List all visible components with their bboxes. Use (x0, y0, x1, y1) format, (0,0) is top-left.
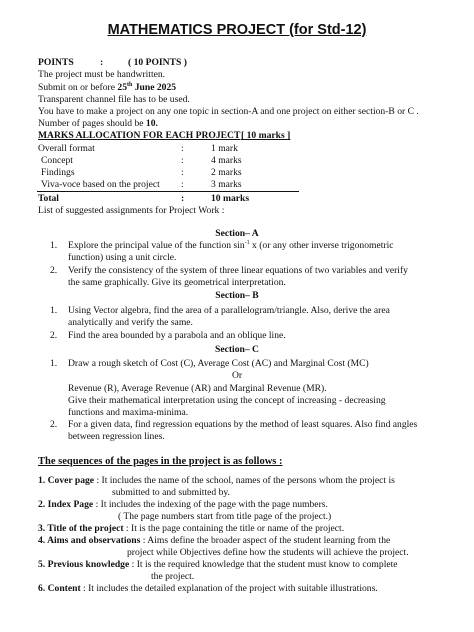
marks-row-item: Viva-voce based on the project (41, 179, 160, 190)
list-number: 1. (50, 240, 58, 251)
sequence-item-text: : It includes the name of the school, names of the persons whom the project is (94, 475, 395, 486)
marks-row-value: 3 marks (211, 179, 242, 190)
instruction-pages (38, 118, 158, 129)
marks-row-colon: : (181, 155, 184, 166)
list-number: 2. (50, 265, 58, 276)
marks-total-colon: : (181, 193, 185, 204)
list-number: 1. (50, 358, 58, 369)
list-item-text: Revenue (R), Average Revenue (AR) and Marginal Revenue (MR). (68, 383, 327, 394)
instruction-handwritten: The project must be handwritten. (38, 69, 166, 80)
assignments-intro: List of suggested assignments for Project Work : (38, 205, 225, 216)
superscript: -1 (244, 239, 250, 246)
list-item-text: Draw a rough sketch of Cost (C), Average Cost (AC) and Marginal Cost (MC) (68, 358, 369, 369)
or-separator: Or (231, 370, 243, 381)
sequence-item-text: : It includes the indexing of the page with the page numbers. (93, 499, 328, 510)
submit-prefix: Submit on or before (38, 82, 118, 93)
points-label: POINTS (38, 57, 74, 68)
marks-total-item: Total (38, 193, 59, 204)
list-item-text: Give their mathematical interpretation using the concept of increasing - decreasing (68, 395, 386, 406)
list-item-text (68, 240, 394, 251)
instruction-choice: You have to make a project on any one topic in section-A and one project on either section-B or C . (38, 106, 419, 117)
list-number: 2. (50, 419, 58, 430)
list-item-text: functions and maxima-minima. (68, 407, 189, 418)
sequence-item (38, 535, 390, 546)
marks-row-colon: : (181, 143, 184, 154)
sequence-item-label: 1. Cover page (38, 475, 95, 486)
sequence-item (38, 475, 395, 486)
section-c-heading: Section– C (215, 344, 259, 355)
instruction-submit (38, 82, 176, 93)
points-value: ( 10 POINTS ) (128, 57, 187, 68)
marks-heading: MARKS ALLOCATION FOR EACH PROJECT (38, 130, 241, 141)
sequence-item (38, 523, 344, 534)
sequence-item-label: 6. Content (38, 583, 81, 594)
list-item-text: function) using a unit circle. (68, 252, 177, 263)
instruction-channel-file: Transparent channel file has to be used. (38, 94, 190, 105)
marks-row-item: Concept (41, 155, 73, 166)
page-title: MATHEMATICS PROJECT (for Std-12) (107, 22, 367, 38)
list-item-text-part: Explore the principal value of the function sin (68, 240, 245, 251)
marks-row-colon: : (181, 167, 184, 178)
total-divider (37, 191, 299, 192)
submit-sup: th (127, 81, 133, 88)
list-number: 1. (50, 305, 58, 316)
marks-heading-total: [ 10 marks ] (241, 130, 291, 141)
list-item-text: between regression lines. (68, 431, 165, 442)
sequence-item-label: 5. Previous knowledge (38, 559, 130, 570)
marks-row-item: Overall format (38, 143, 95, 154)
sequence-item-text: : Aims define the broader aspect of the student learning from the (140, 535, 391, 546)
submit-day: 25 (117, 82, 127, 93)
marks-row-value: 2 marks (211, 167, 242, 178)
list-item-text: Using Vector algebra, find the area of a parallelogram/triangle. Also, derive the area (68, 305, 390, 316)
sequence-item (38, 559, 398, 570)
submit-month: June 2025 (132, 82, 177, 93)
marks-row-value: 1 mark (211, 143, 238, 154)
sequence-item-cont: ( The page numbers start from title page of the project.) (118, 511, 332, 522)
list-number: 2. (50, 330, 58, 341)
marks-row-item: Findings (41, 167, 75, 178)
marks-row-value: 4 marks (211, 155, 242, 166)
section-b-heading: Section– B (215, 290, 259, 301)
list-item-text: the same graphically. Give its geometrical interpretation. (68, 277, 286, 288)
sequence-item-cont: submitted to and submitted by. (112, 487, 230, 498)
list-item-text-part: x (or any other inverse trigonometric (249, 240, 394, 251)
sequence-item-label: 3. Title of the project (38, 523, 124, 534)
list-item-text: analytically and verify the same. (68, 317, 193, 328)
sequence-heading: The sequences of the pages in the project is as follows : (38, 456, 283, 467)
sequence-item-text: : It is the required knowledge that the student must know to complete (129, 559, 398, 570)
section-a-heading: Section– A (215, 228, 259, 239)
sequence-item-label: 2. Index Page (38, 499, 94, 510)
sequence-item (38, 499, 328, 510)
sequence-item-cont: the project. (151, 571, 195, 582)
list-item-text: For a given data, find regression equations by the method of least squares. Also find angles (68, 419, 418, 430)
sequence-item-cont: project while Objectives define how the students will achieve the project. (127, 547, 409, 558)
marks-total-value: 10 marks (211, 193, 250, 204)
list-item-text: Find the area bounded by a parabola and an oblique line. (68, 330, 286, 341)
pages-prefix: Number of pages should be (38, 118, 146, 129)
marks-row-colon: : (181, 179, 184, 190)
sequence-item-text: : It includes the detailed explanation of the project with suitable illustrations. (80, 583, 378, 594)
pages-value: 10. (145, 118, 158, 129)
list-item-text: Verify the consistency of the system of three linear equations of two variables and verify (68, 265, 408, 276)
sequence-item-label: 4. Aims and observations (38, 535, 141, 546)
points-colon: : (100, 57, 104, 68)
sequence-item-text: : It is the page containing the title or name of the project. (123, 523, 345, 534)
sequence-item (38, 583, 378, 594)
